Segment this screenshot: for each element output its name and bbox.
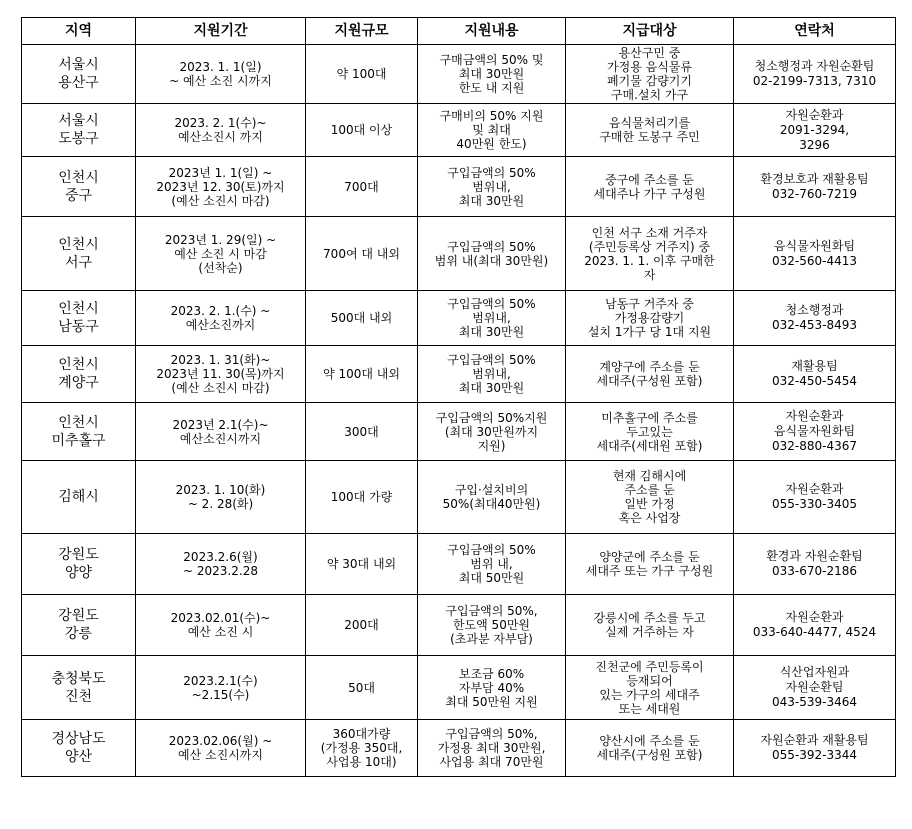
cell-content-line: 사업용 최대 70만원 (439, 755, 544, 769)
cell-target (566, 534, 734, 595)
cell-period-line: 2023. 1. 31(화)~ (170, 353, 271, 367)
cell-contact-line: 자원순환과 (785, 482, 844, 496)
cell-contact-line: 032-560-4413 (771, 253, 857, 268)
cell-region-line: 인천시 (58, 236, 99, 253)
cell-scale (306, 45, 418, 104)
cell-region (22, 217, 136, 291)
cell-target-line: 등재되어 (626, 673, 673, 688)
cell-contact (734, 403, 896, 461)
cell-target-line: 구매.설치 가구 (610, 88, 689, 102)
table-body (22, 45, 896, 777)
cell-content-line: 구입금액의 50% (447, 353, 536, 367)
cell-scale-line: (가정용 350대, (320, 741, 403, 755)
cell-period-line: 2023. 2. 1.(수) ~ (170, 304, 271, 318)
cell-period-line: ~2.15(수) (191, 687, 250, 702)
cell-target-line: 미추홀구에 주소를 (601, 410, 698, 425)
cell-region-line: 남동구 (58, 319, 99, 335)
cell-region-line: 진천 (64, 688, 93, 705)
cell-contact (734, 291, 896, 346)
cell-scale-line: 500대 내외 (330, 311, 393, 325)
cell-content-line: 보조금 60% (458, 666, 525, 681)
table-row (22, 656, 896, 720)
cell-content-line: 한도 내 지원 (458, 81, 525, 95)
cell-region-line: 강릉 (64, 626, 93, 642)
cell-content (418, 104, 566, 157)
cell-scale-line: 700대 (344, 179, 379, 194)
cell-period-line: 2023.2.1(수) (183, 673, 258, 688)
cell-region-line: 인천시 (58, 169, 99, 186)
cell-period (136, 346, 306, 403)
cell-contact-line: 032-880-4367 (771, 439, 857, 453)
cell-scale-line: 약 100대 (336, 67, 387, 81)
cell-target-line: 세대주(구성원 포함) (596, 748, 703, 762)
cell-target-line: 두고있는 (626, 424, 673, 439)
cell-contact (734, 45, 896, 104)
cell-content-line: 최대 30만원 (458, 193, 525, 208)
cell-region-line: 서울시 (58, 57, 99, 73)
cell-period-line: 2023.02.01(수)~ (170, 611, 271, 625)
cell-content-line: 가정용 최대 30만원, (437, 741, 546, 755)
cell-content-line: 한도액 50만원 (452, 618, 531, 632)
cell-target-line: 세대주나 가구 구성원 (593, 186, 706, 201)
cell-contact (734, 461, 896, 534)
cell-contact (734, 157, 896, 217)
cell-region-line: 인천시 (58, 357, 99, 373)
cell-contact-line: 자원순환과 (785, 409, 844, 423)
cell-period-line: 예산소진까지 (185, 318, 256, 332)
cell-contact-line: 032-760-7219 (771, 186, 857, 201)
cell-content (418, 720, 566, 777)
cell-content-line: 최대 50만원 지원 (445, 694, 538, 709)
cell-target-line: 구매한 도봉구 주민 (599, 130, 700, 144)
cell-target (566, 403, 734, 461)
cell-target (566, 720, 734, 777)
cell-period (136, 157, 306, 217)
cell-target-line: 계양구에 주소를 둔 (599, 360, 700, 374)
cell-content-line: 구입금액의 50% (447, 543, 536, 557)
support-table (21, 17, 896, 777)
cell-region (22, 595, 136, 656)
cell-region (22, 720, 136, 777)
cell-contact (734, 346, 896, 403)
header-region: 지역 (22, 18, 136, 45)
header-content: 지원내용 (418, 18, 566, 45)
cell-region-line: 강원도 (58, 547, 99, 563)
cell-scale (306, 403, 418, 461)
cell-contact-line: 음식물자원화팀 (773, 424, 856, 438)
cell-content-line: 50%(최대40만원) (442, 497, 541, 511)
cell-target (566, 346, 734, 403)
cell-scale (306, 104, 418, 157)
cell-contact (734, 656, 896, 720)
cell-target (566, 595, 734, 656)
cell-target-line: 가정용 음식물류 (607, 60, 692, 74)
cell-region (22, 346, 136, 403)
cell-region-line: 서울시 (58, 113, 99, 129)
cell-contact (734, 104, 896, 157)
cell-content-line: 구입금액의 50%, (445, 727, 538, 741)
cell-period-line: 2023.2.6(월) (183, 550, 258, 564)
cell-target (566, 656, 734, 720)
table-row (22, 720, 896, 777)
cell-region-line: 강원도 (58, 608, 99, 624)
cell-content-line: 최대 30만원 (458, 67, 525, 81)
cell-region-line: 계양구 (58, 375, 99, 391)
cell-target-line: 설치 1가구 당 1대 지원 (587, 325, 712, 339)
cell-period (136, 104, 306, 157)
cell-period-line: 2023.02.06(월) ~ (168, 734, 273, 748)
cell-content-line: (최대 30만원까지 (444, 424, 539, 439)
cell-content-line: 및 최대 (472, 123, 511, 137)
cell-content (418, 346, 566, 403)
table-row (22, 461, 896, 534)
cell-content-line: 범위내, (472, 311, 511, 325)
cell-content-line: 구입금액의 50%지원 (435, 410, 548, 425)
cell-region (22, 461, 136, 534)
cell-region-line: 양양 (64, 565, 93, 581)
cell-contact-line: 033-640-4477, 4524 (752, 625, 877, 639)
cell-region-line: 용산구 (58, 75, 99, 91)
cell-content-line: 범위 내, (470, 557, 513, 571)
cell-contact-line: 자원순환과 재활용팀 (760, 733, 869, 747)
table-row (22, 104, 896, 157)
cell-region-line: 도봉구 (58, 131, 99, 147)
cell-contact-line: 02-2199-7313, 7310 (752, 74, 877, 88)
cell-period-line: 예산 소진 시 (187, 625, 254, 639)
cell-content-line: 범위 내(최대 30만원) (434, 253, 549, 268)
table-header-row (22, 18, 896, 45)
cell-target-line: 강릉시에 주소를 두고 (593, 611, 706, 625)
cell-content (418, 403, 566, 461)
cell-content-line: 최대 30만원 (458, 381, 525, 395)
cell-period-line: ~ 2. 28(화) (187, 497, 254, 511)
cell-contact-line: 2091-3294, (779, 122, 850, 137)
header-contact: 연락처 (734, 18, 896, 45)
cell-region-line: 서구 (64, 254, 93, 271)
cell-contact-line: 055-392-3344 (771, 748, 857, 762)
table-row (22, 157, 896, 217)
cell-period (136, 403, 306, 461)
cell-content-line: 지원) (477, 438, 506, 453)
cell-target (566, 157, 734, 217)
cell-content (418, 595, 566, 656)
cell-scale (306, 217, 418, 291)
cell-region (22, 656, 136, 720)
header-scale: 지원규모 (306, 18, 418, 45)
cell-content (418, 534, 566, 595)
cell-target-line: 세대주(세대원 포함) (596, 438, 703, 453)
cell-region (22, 45, 136, 104)
cell-period-line: 2023. 1. 10(화) (175, 483, 266, 497)
cell-target-line: 진천군에 주민등록이 (595, 659, 704, 674)
cell-period (136, 595, 306, 656)
cell-scale-line: 700여 대 내외 (323, 246, 400, 261)
cell-contact-line: 환경과 자원순환팀 (766, 549, 863, 563)
cell-scale-line: 100대 이상 (330, 123, 393, 137)
cell-content-line: 최대 30만원 (458, 325, 525, 339)
cell-target-line: 현재 김해시에 (612, 469, 687, 483)
cell-target (566, 291, 734, 346)
cell-contact-line: 055-330-3405 (771, 497, 857, 511)
header-period: 지원기간 (136, 18, 306, 45)
cell-period-line: 2023년 11. 30(목)까지 (156, 367, 285, 381)
cell-content (418, 291, 566, 346)
cell-target-line: 중구에 주소를 둔 (605, 172, 694, 187)
cell-target-line: 있는 가구의 세대주 (599, 687, 700, 702)
cell-period-line: ~ 2023.2.28 (183, 564, 258, 578)
cell-contact-line: 청소행정과 자원순환팀 (754, 59, 875, 73)
cell-contact-line: 청소행정과 (785, 303, 844, 317)
cell-region (22, 157, 136, 217)
cell-period-line: 2023. 1. 1(일) (179, 60, 262, 74)
cell-period-line: 예산소진시 까지 (178, 130, 263, 144)
cell-scale-line: 300대 (344, 424, 379, 439)
cell-contact-line: 043-539-3464 (771, 695, 857, 709)
cell-scale-line: 200대 (344, 618, 379, 632)
cell-content-line: 40만원 한도) (456, 137, 527, 151)
cell-content-line: 구입금액의 50% (447, 239, 536, 254)
cell-period-line: 2023년 1. 1(일) ~ (168, 165, 273, 180)
support-table-wrapper (21, 17, 896, 777)
cell-period-line: 2023. 2. 1(수)~ (174, 116, 267, 130)
cell-contact-line: 032-453-8493 (771, 318, 857, 332)
cell-period (136, 656, 306, 720)
cell-region-line: 김해시 (58, 489, 99, 505)
cell-contact (734, 595, 896, 656)
cell-period-line: 2023년 12. 30(토)까지 (156, 179, 285, 194)
cell-target-line: 인천 서구 소재 거주자 (591, 225, 708, 240)
cell-period-line: 예산소진시까지 (179, 431, 262, 446)
cell-contact (734, 534, 896, 595)
cell-scale (306, 291, 418, 346)
cell-region-line: 인천시 (58, 301, 99, 317)
cell-target-line: 폐기물 감량기기 (607, 74, 692, 88)
cell-contact (734, 720, 896, 777)
cell-scale-line: 360대가량 (332, 727, 391, 741)
cell-content-line: 구입·설치비의 (454, 483, 529, 497)
cell-target-line: 양양군에 주소를 둔 (599, 550, 700, 564)
cell-contact-line: 재활용팀 (791, 359, 838, 373)
cell-period-line: 2023년 2.1(수)~ (172, 417, 269, 432)
cell-contact-line: 자원순환과 (785, 107, 844, 122)
cell-period (136, 291, 306, 346)
cell-scale (306, 595, 418, 656)
cell-contact-line: 033-670-2186 (771, 564, 857, 578)
cell-target (566, 45, 734, 104)
cell-period-line: (선착순) (198, 260, 243, 275)
cell-region (22, 104, 136, 157)
cell-target-line: 실제 거주하는 자 (605, 625, 694, 639)
table-row (22, 403, 896, 461)
cell-target (566, 104, 734, 157)
cell-contact-line: 식산업자원과 (779, 665, 850, 679)
cell-region (22, 534, 136, 595)
cell-target-line: 세대주(구성원 포함) (596, 374, 703, 388)
table-row (22, 45, 896, 104)
cell-content-line: 구매금액의 50% 및 (439, 53, 544, 67)
cell-target-line: 2023. 1. 1. 이후 구매한 (584, 253, 715, 268)
cell-scale-line: 50대 (348, 680, 375, 695)
cell-target (566, 217, 734, 291)
cell-contact (734, 217, 896, 291)
cell-target-line: 일반 가정 (624, 497, 675, 511)
cell-scale-line: 약 100대 내외 (323, 367, 400, 381)
cell-scale (306, 534, 418, 595)
cell-contact-line: 환경보호과 재활용팀 (760, 171, 869, 186)
cell-period-line: 2023년 1. 29(일) ~ (164, 232, 277, 247)
cell-period-line: 예산 소진 시 마감 (174, 246, 267, 261)
table-row (22, 595, 896, 656)
cell-period-line: 예산 소진시까지 (178, 748, 263, 762)
cell-content-line: 자부담 40% (458, 680, 525, 695)
cell-target-line: 또는 세대원 (618, 701, 681, 716)
cell-target-line: 음식물처리기를 (608, 116, 691, 130)
cell-content (418, 217, 566, 291)
cell-target-line: 가정용감량기 (614, 311, 685, 325)
cell-period (136, 534, 306, 595)
table-row (22, 534, 896, 595)
cell-content-line: 구매비의 50% 지원 (439, 109, 544, 123)
cell-region-line: 경상남도 (51, 731, 106, 747)
cell-scale-line: 약 30대 내외 (326, 557, 397, 571)
cell-target-line: 용산구민 중 (618, 46, 681, 60)
cell-scale (306, 720, 418, 777)
cell-contact-line: 자원순환과 (785, 610, 844, 624)
cell-period (136, 217, 306, 291)
cell-target-line: 남동구 거주자 중 (605, 297, 694, 311)
cell-contact-line: 음식물자원화팀 (773, 238, 856, 253)
cell-content-line: (초과분 자부담) (450, 632, 533, 646)
cell-content (418, 461, 566, 534)
cell-content-line: 범위내, (472, 179, 511, 194)
cell-scale-line: 100대 가량 (330, 490, 393, 504)
cell-scale-line: 사업용 10대) (326, 755, 397, 769)
cell-period (136, 720, 306, 777)
cell-period (136, 461, 306, 534)
cell-target (566, 461, 734, 534)
cell-content-line: 최대 50만원 (458, 571, 525, 585)
cell-region-line: 중구 (64, 187, 93, 204)
cell-region-line: 양산 (64, 749, 93, 765)
table-row (22, 291, 896, 346)
table-row (22, 346, 896, 403)
cell-region-line: 미추홀구 (51, 432, 106, 449)
cell-scale (306, 346, 418, 403)
cell-content-line: 구입금액의 50%, (445, 604, 538, 618)
cell-region-line: 충청북도 (51, 670, 106, 687)
cell-contact-line: 032-450-5454 (771, 374, 857, 388)
table-row (22, 217, 896, 291)
cell-region (22, 291, 136, 346)
cell-target-line: (주민등록상 거주지) 중 (588, 239, 711, 254)
cell-target-line: 주소를 둔 (624, 483, 675, 497)
cell-contact-line: 3296 (799, 137, 830, 152)
cell-period-line: (예산 소진시 마감) (171, 381, 270, 395)
cell-period (136, 45, 306, 104)
cell-contact-line: 자원순환팀 (785, 680, 844, 694)
cell-content-line: 구입금액의 50% (447, 297, 536, 311)
cell-content-line: 범위내, (472, 367, 511, 381)
cell-scale (306, 461, 418, 534)
cell-target-line: 양산시에 주소를 둔 (599, 734, 700, 748)
cell-period-line: (예산 소진시 마감) (171, 193, 270, 208)
cell-content (418, 656, 566, 720)
cell-region-line: 인천시 (58, 414, 99, 431)
cell-content-line: 구입금액의 50% (447, 165, 536, 180)
cell-scale (306, 656, 418, 720)
cell-scale (306, 157, 418, 217)
cell-target-line: 혹은 사업장 (618, 511, 681, 525)
cell-content (418, 45, 566, 104)
cell-target-line: 세대주 또는 가구 구성원 (585, 564, 714, 578)
cell-content (418, 157, 566, 217)
cell-period-line: ~ 예산 소진 시까지 (169, 74, 272, 88)
header-target: 지급대상 (566, 18, 734, 45)
cell-target-line: 자 (643, 267, 656, 282)
cell-region (22, 403, 136, 461)
